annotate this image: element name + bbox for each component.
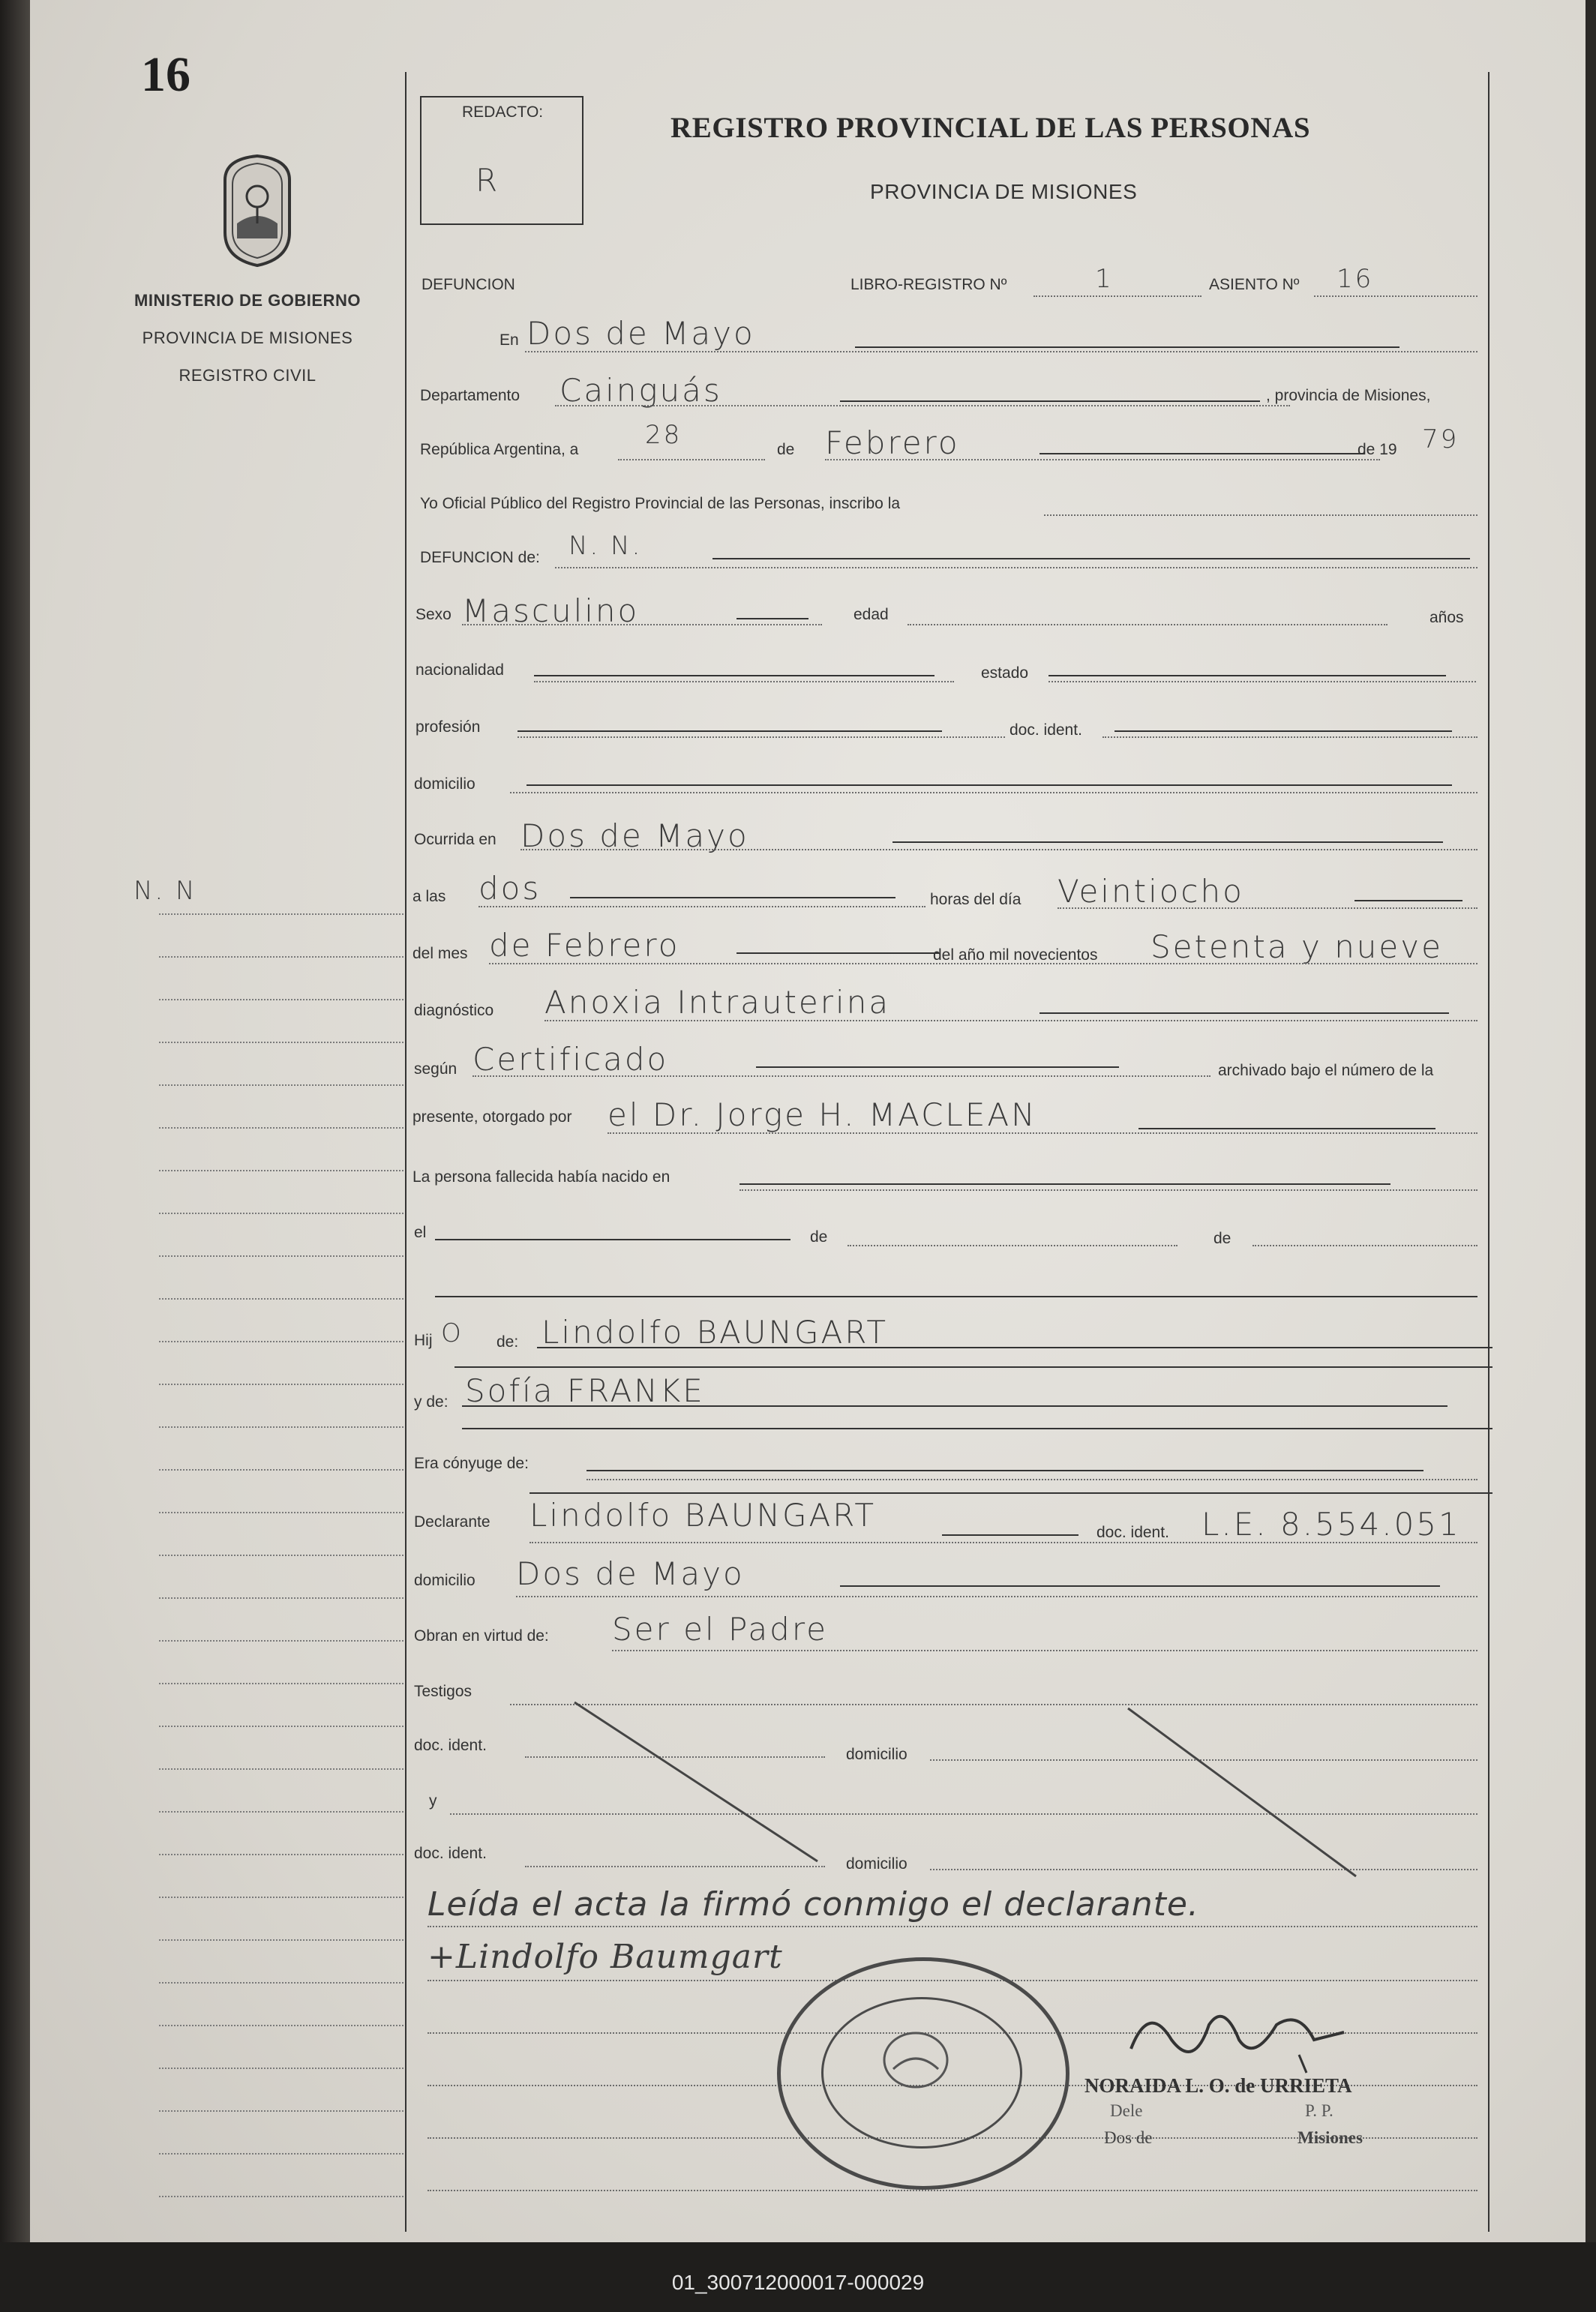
image-reference: 01_300712000017-000029 — [671, 2271, 925, 2294]
redacto-box — [420, 96, 584, 225]
mother-name: Sofía FRANKE — [465, 1372, 705, 1409]
page-number: 16 — [141, 47, 190, 102]
el-de2-dots — [1252, 1245, 1478, 1246]
el-line — [435, 1239, 790, 1240]
del-mes-line — [736, 952, 939, 954]
ocurrida-label: Ocurrida en — [414, 831, 496, 848]
edad-label: edad — [854, 606, 889, 623]
t2-doc-label: doc. ident. — [414, 1845, 487, 1862]
margin-rule-line — [159, 1084, 404, 1086]
el-label: el — [414, 1224, 427, 1241]
redacto-value: R — [476, 162, 500, 199]
en-line — [855, 346, 1400, 348]
margin-rule-line — [159, 1726, 404, 1727]
el-de-dots — [848, 1245, 1178, 1246]
el-de2-label: de — [1214, 1230, 1232, 1247]
declarant-signature: +Lindolfo Baumgart — [428, 1938, 783, 1976]
estado-label: estado — [981, 664, 1029, 682]
hijo-de-label: de: — [496, 1333, 519, 1351]
margin-rule-line — [159, 1512, 404, 1513]
horas-line — [1354, 900, 1462, 901]
oficial-text: Yo Oficial Público del Registro Provincial de las Personas, inscribo la — [420, 495, 901, 512]
domicilio2-dots — [516, 1596, 1478, 1597]
anos-label: años — [1430, 609, 1464, 626]
nacido-label: La persona fallecida había nacido en — [412, 1168, 670, 1186]
closing-note: Leída el acta la firmó conmigo el declarante. — [428, 1885, 1199, 1924]
margin-rule-line — [159, 1170, 404, 1171]
registry-subtitle: PROVINCIA DE MISIONES — [870, 180, 1138, 203]
sexo-dots — [462, 624, 822, 625]
y-de-label: y de: — [414, 1393, 448, 1411]
margin-rule-line — [159, 913, 404, 915]
domicilio2-value: Dos de Mayo — [516, 1555, 745, 1592]
departamento-line — [840, 400, 1260, 402]
margin-rule-line — [159, 1042, 404, 1043]
horas-value: Veintiocho — [1058, 873, 1244, 910]
nacido-dots — [740, 1189, 1478, 1191]
oficial-dots — [1044, 514, 1478, 516]
margin-rule-line — [159, 1683, 404, 1684]
departamento-label: Departamento — [420, 387, 520, 404]
ocurrida-line — [892, 841, 1443, 843]
libro-label: LIBRO-REGISTRO Nº — [850, 276, 1007, 293]
en-dots — [525, 351, 1478, 352]
right-column-rule — [1488, 72, 1490, 2232]
asiento-value: 16 — [1336, 264, 1374, 294]
diagnostico-line — [1040, 1012, 1449, 1014]
doc-ident-label: doc. ident. — [1010, 721, 1082, 739]
departamento-value: Cainguás — [560, 372, 722, 409]
officer-line2-right: P. P. — [1305, 2101, 1334, 2120]
del-mes-label: del mes — [412, 945, 468, 962]
margin-rule-line — [159, 1341, 404, 1342]
declarante-value: Lindolfo BAUNGART — [530, 1497, 876, 1534]
domicilio-line — [526, 784, 1452, 786]
margin-rule-line — [159, 1811, 404, 1813]
testigos-label: Testigos — [414, 1683, 472, 1700]
estado-dots — [1048, 681, 1476, 682]
obran-dots — [612, 1650, 1478, 1651]
horas-label: horas del día — [930, 891, 1022, 908]
sexo-label: Sexo — [416, 606, 452, 623]
declarante-doc-label: doc. ident. — [1096, 1524, 1169, 1541]
en-label: En — [500, 331, 519, 349]
margin-rule-line — [159, 1426, 404, 1428]
margin-rule-line — [159, 2196, 404, 2197]
margin-rule-line — [159, 1213, 404, 1214]
profesion-label: profesión — [416, 718, 481, 736]
a-las-dots — [478, 906, 926, 907]
defuncion-line — [712, 558, 1470, 559]
segun-dots — [472, 1075, 1210, 1077]
margin-rule-line — [159, 1640, 404, 1642]
obran-label: Obran en virtud de: — [414, 1627, 549, 1645]
margin-rule-line — [159, 1127, 404, 1129]
conyuge-label: Era cónyuge de: — [414, 1455, 529, 1472]
margin-rule-line — [159, 2153, 404, 2155]
margin-rule-line — [159, 956, 404, 958]
deceased-name: N. N. — [568, 531, 643, 561]
a-las-line — [570, 897, 896, 898]
t2-domicilio-label: domicilio — [846, 1855, 908, 1873]
margin-rule-line — [159, 2068, 404, 2069]
horas-dots — [1058, 907, 1478, 909]
official-seal — [777, 1957, 1070, 2190]
profesion-line — [518, 730, 942, 732]
presente-line — [1138, 1128, 1436, 1129]
hijo-line-2 — [454, 1366, 1492, 1368]
domicilio2-line — [840, 1585, 1440, 1587]
mes-line — [1040, 453, 1365, 454]
segun-line — [756, 1066, 1119, 1068]
mes-dots — [825, 459, 1380, 460]
asiento-label: ASIENTO Nº — [1209, 276, 1300, 293]
presente-dots — [608, 1132, 1478, 1134]
ministry-label: MINISTERIO DE GOBIERNO — [134, 291, 361, 310]
father-name: Lindolfo BAUNGART — [542, 1314, 888, 1351]
mes-value: Febrero — [825, 424, 960, 461]
margin-rule-line — [159, 1255, 404, 1257]
y-de-line — [462, 1405, 1448, 1407]
republica-label: República Argentina, a — [420, 441, 579, 458]
presente-value: el Dr. Jorge H. MACLEAN — [608, 1096, 1037, 1133]
estado-line — [1048, 675, 1446, 676]
doc-ident-line — [1114, 730, 1452, 732]
de19-label: de 19 — [1358, 441, 1397, 458]
civil-registry-label: REGISTRO CIVIL — [178, 366, 316, 385]
margin-rule-line — [159, 1897, 404, 1898]
sexo-line — [736, 618, 808, 619]
hijo-suffix: O — [441, 1318, 464, 1348]
margin-rule-line — [159, 1768, 404, 1770]
ocurrida-dots — [520, 849, 1478, 850]
a-las-label: a las — [412, 888, 446, 905]
province-label: PROVINCIA DE MISIONES — [142, 328, 353, 347]
diagnostico-value: Anoxia Intrauterina — [544, 984, 891, 1021]
officer-signature — [1119, 1995, 1359, 2077]
registry-title: REGISTRO PROVINCIAL DE LAS PERSONAS — [670, 112, 1311, 144]
asiento-line — [1314, 295, 1478, 297]
domicilio-label: domicilio — [414, 775, 476, 793]
declarante-doc-value: L.E. 8.554.051 — [1202, 1506, 1461, 1543]
t1-doc-label: doc. ident. — [414, 1737, 487, 1754]
domicilio2-label: domicilio — [414, 1572, 476, 1589]
provincial-emblem-icon — [216, 150, 298, 270]
declarante-line — [942, 1534, 1078, 1536]
del-anio-value: Setenta y nueve — [1150, 928, 1443, 965]
declarante-label: Declarante — [414, 1513, 490, 1531]
book-binding-edge — [0, 0, 32, 2250]
conyuge-line-2 — [530, 1492, 1492, 1494]
margin-rule-line — [159, 2110, 404, 2112]
declarante-dots — [530, 1542, 1478, 1543]
en-value: Dos de Mayo — [526, 315, 755, 352]
dia-line — [618, 459, 765, 460]
edad-dots — [908, 624, 1388, 625]
ocurrida-value: Dos de Mayo — [520, 817, 749, 854]
de-label: de — [777, 441, 795, 458]
margin-rule-line — [159, 1469, 404, 1471]
margin-rule-line — [159, 1597, 404, 1599]
hijo-line — [537, 1347, 1492, 1348]
cancellation-strokes — [548, 1687, 1448, 1897]
defuncion-de-label: DEFUNCION de: — [420, 549, 540, 566]
del-mes-value: de Febrero — [489, 927, 680, 964]
a-las-value: dos — [478, 870, 542, 907]
presente-label: presente, otorgado por — [412, 1108, 572, 1126]
del-mes-dots — [489, 963, 1478, 964]
margin-note: N. N — [134, 876, 197, 906]
diagnostico-label: diagnóstico — [414, 1002, 494, 1019]
margin-rule-line — [159, 1384, 404, 1385]
officer-line3-left: Dos de — [1104, 2128, 1153, 2147]
dia-value: 28 — [645, 420, 682, 450]
officer-line3-right: Misiones — [1298, 2128, 1363, 2147]
y-de-line-2 — [462, 1428, 1492, 1429]
conyuge-line — [586, 1470, 1424, 1471]
margin-rule-line — [159, 999, 404, 1000]
y-label: y — [429, 1792, 437, 1810]
del-anio-label: del año mil novecientos — [933, 946, 1098, 964]
segun-label: según — [414, 1060, 458, 1078]
nacido-line — [740, 1183, 1390, 1185]
sexo-value: Masculino — [462, 592, 640, 629]
profesion-dots — [518, 736, 1005, 738]
margin-rule-line — [159, 1939, 404, 1941]
obran-value: Ser el Padre — [612, 1611, 828, 1648]
provincia-label: , provincia de Misiones, — [1266, 387, 1431, 404]
left-column-rule — [405, 72, 406, 2232]
domicilio-dots — [510, 792, 1478, 793]
signature-dots-5 — [428, 2190, 1478, 2191]
margin-rule-line — [159, 1982, 404, 1984]
anio-value: 79 — [1422, 424, 1460, 454]
departamento-dots — [555, 405, 1290, 406]
segun-value: Certificado — [472, 1041, 669, 1078]
margin-rule-line — [159, 1854, 404, 1855]
margin-rule-line — [159, 2025, 404, 2026]
officer-line2-left: Dele — [1110, 2101, 1143, 2120]
nacionalidad-line — [534, 675, 934, 676]
nacionalidad-label: nacionalidad — [416, 661, 504, 679]
archivado-label: archivado bajo el número de la — [1218, 1062, 1434, 1079]
margin-rule-line — [159, 1555, 404, 1556]
officer-name: NORAIDA L. O. de URRIETA — [1084, 2074, 1352, 2097]
nacionalidad-dots — [534, 681, 954, 682]
redacto-label: REDACTO: — [462, 103, 544, 121]
libro-line — [1034, 295, 1202, 297]
el-de-label: de — [810, 1228, 828, 1246]
diagnostico-dots — [544, 1020, 1478, 1021]
blank-row-line — [435, 1296, 1478, 1297]
t1-domicilio-label: domicilio — [846, 1746, 908, 1763]
seal-emblem-icon — [871, 2026, 961, 2101]
libro-value: 1 — [1095, 264, 1114, 294]
register-page — [30, 0, 1586, 2242]
record-type-label: DEFUNCION — [422, 276, 515, 293]
closing-dots — [428, 1926, 1478, 1927]
doc-ident-dots — [1102, 736, 1478, 738]
conyuge-dots — [586, 1479, 1478, 1480]
defuncion-dots — [555, 567, 1478, 568]
hijo-label: Hij — [414, 1332, 433, 1349]
margin-rule-line — [159, 1298, 404, 1300]
